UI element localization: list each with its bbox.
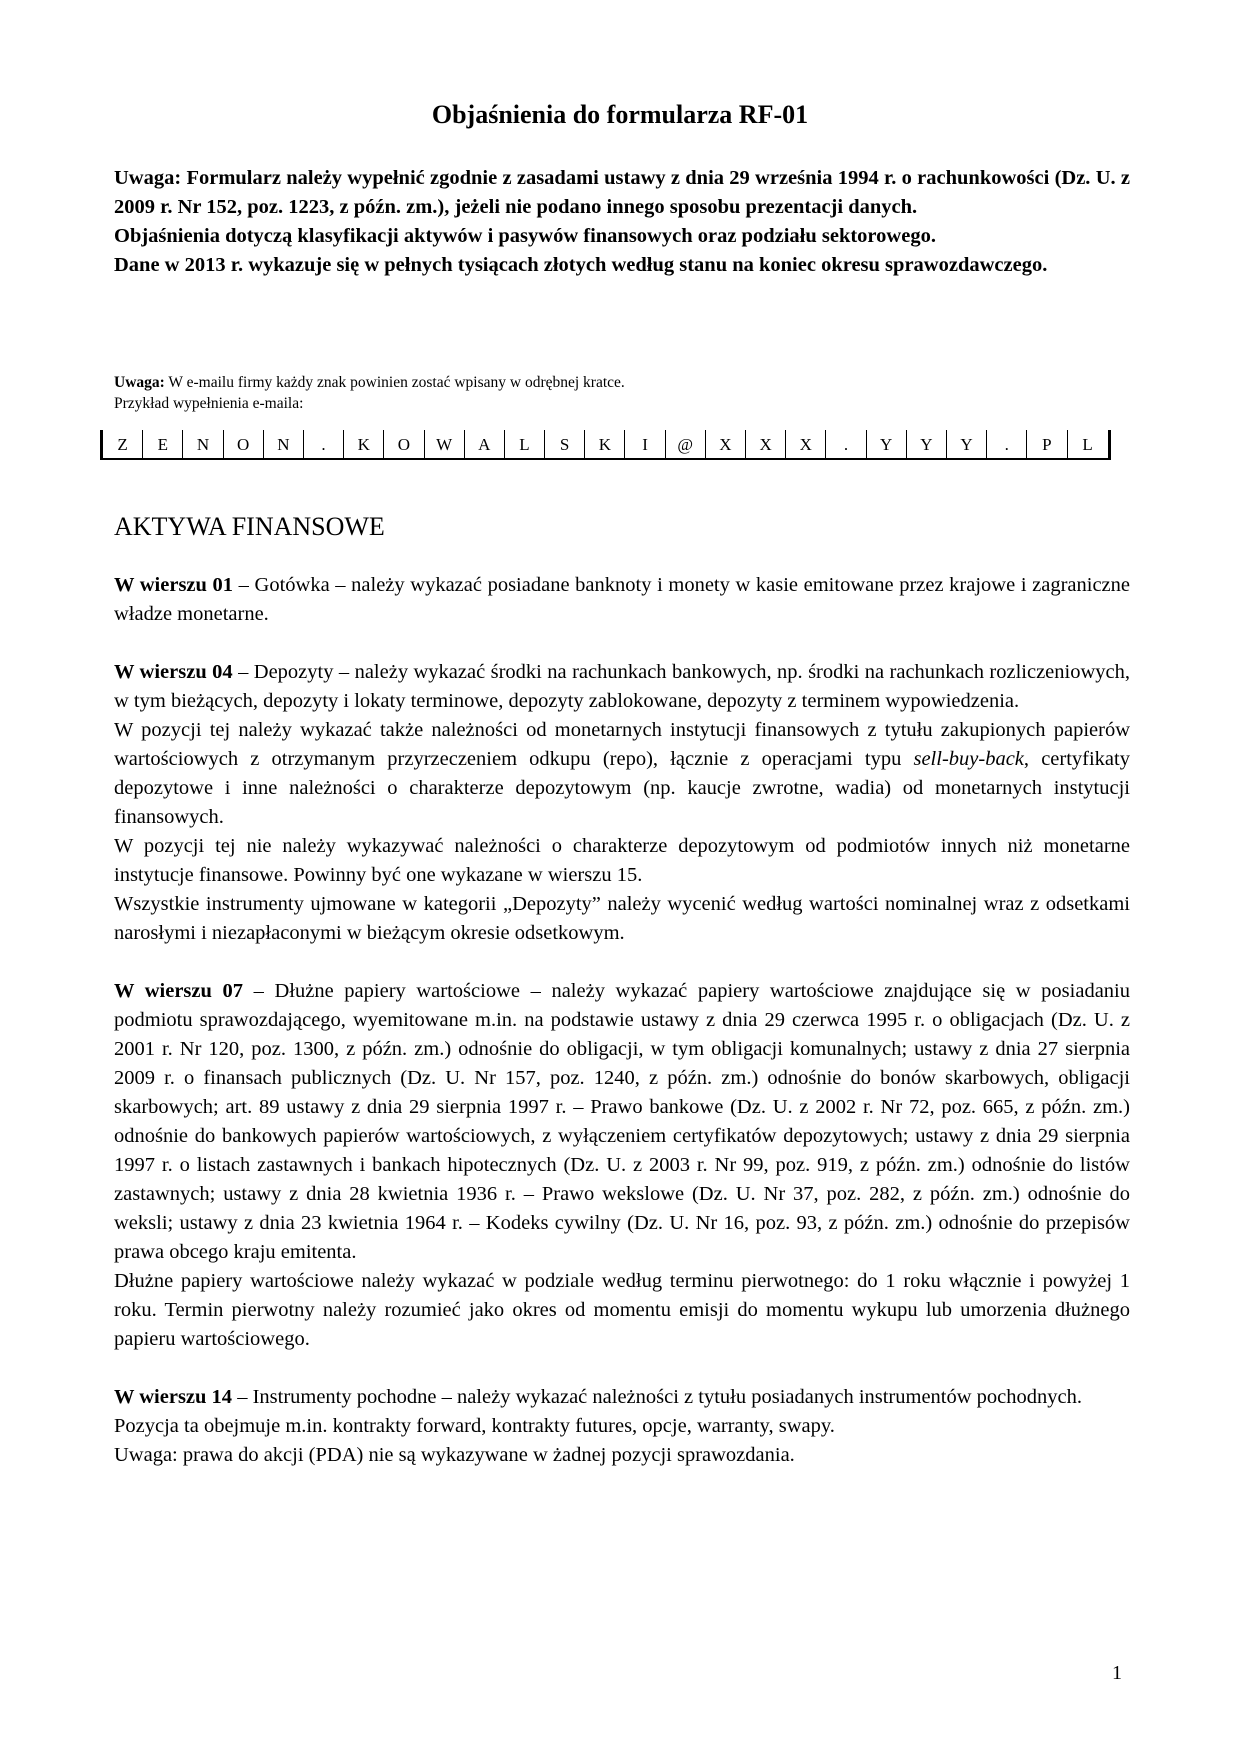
section-heading: AKTYWA FINANSOWE xyxy=(114,512,385,541)
row-07-paragraph xyxy=(114,977,1130,1267)
section-body xyxy=(114,571,1130,1470)
notice-paragraph-3: Dane w 2013 r. wykazuje się w pełnych tysiącach złotych według stanu na koniec okresu sprawozdawczego. xyxy=(114,254,1048,276)
paragraph-gap xyxy=(114,629,1130,658)
email-char-box: W xyxy=(425,430,465,460)
email-example-label: Przykład wypełnienia e-maila: xyxy=(114,395,304,412)
email-char-box: S xyxy=(545,430,585,460)
email-char-box: N xyxy=(183,430,223,460)
email-char-box: N xyxy=(264,430,304,460)
email-char-box: I xyxy=(625,430,665,460)
email-note-text: W e-mailu firmy każdy znak powinien zostać wpisany w odrębnej kratce. xyxy=(164,374,625,391)
row-04-p2-post: , certyfikaty depozytowe i inne należności o charakterze depozytowym (np. kaucje zwrotne, wadia) od monetarnych instytucji finansowych. xyxy=(114,748,1130,828)
paragraph-gap xyxy=(114,948,1130,977)
row-04-paragraph-3: W pozycji tej nie należy wykazywać należności o charakterze depozytowym od podmiotów innych niż monetarne instytucje finansowe. Powinny być one wykazane w wierszu 15. xyxy=(114,835,1130,886)
row-01-paragraph xyxy=(114,571,1130,629)
row-07-paragraph-2: Dłużne papiery wartościowe należy wykazać w podziale według terminu pierwotnego: do 1 roku włącznie i powyżej 1 roku. Termin pierwotny należy rozumieć jako okres od momentu emisji do momentu wykupu lub umorzenia dłużnego papieru wartościowego. xyxy=(114,1270,1130,1350)
email-char-box: L xyxy=(505,430,545,460)
email-char-box: X xyxy=(786,430,826,460)
row-07-label: W wierszu 07 xyxy=(114,980,244,1002)
email-char-box: A xyxy=(465,430,505,460)
email-char-box: Y xyxy=(867,430,907,460)
row-14-paragraph-2: Pozycja ta obejmuje m.in. kontrakty forward, kontrakty futures, opcje, warranty, swapy. xyxy=(114,1415,835,1437)
email-note xyxy=(114,372,625,414)
email-char-box: O xyxy=(384,430,424,460)
row-04-paragraph-2 xyxy=(114,716,1130,832)
row-04-paragraph-4: Wszystkie instrumenty ujmowane w kategorii „Depozyty” należy wycenić według wartości nominalnej wraz z odsetkami narosłymi i niezapłaconymi w bieżącym okresie odsetkowym. xyxy=(114,893,1130,944)
row-04-p2-italic: sell-buy-back xyxy=(913,748,1024,770)
row-04-text: – Depozyty – należy wykazać środki na rachunkach bankowych, np. środki na rachunkach rozliczeniowych, w tym bieżących, depozyty i lokaty terminowe, depozyty zablokowane, depozyty z terminem wypowiedzenia. xyxy=(114,661,1131,712)
row-14-text: – Instrumenty pochodne – należy wykazać należności z tytułu posiadanych instrumentów pochodnych. xyxy=(232,1386,1083,1408)
notice-paragraph-1: Uwaga: Formularz należy wypełnić zgodnie z zasadami ustawy z dnia 29 września 1994 r. o rachunkowości (Dz. U. z 2009 r. Nr 152, poz. 1223, z późn. zm.), jeżeli nie podano innego sposobu prezentacji danych. xyxy=(114,167,1130,218)
page-title: Objaśnienia do formularza RF-01 xyxy=(431,100,809,129)
email-note-line xyxy=(114,372,625,393)
email-char-box: . xyxy=(987,430,1027,460)
email-char-box: L xyxy=(1068,430,1108,460)
email-char-box: @ xyxy=(666,430,706,460)
email-char-box: X xyxy=(706,430,746,460)
email-char-box: Z xyxy=(103,430,143,460)
notice-paragraph-2: Objaśnienia dotyczą klasyfikacji aktywów i pasywów finansowych oraz podziału sektorowego. xyxy=(114,225,936,247)
page-number: 1 xyxy=(1112,1662,1122,1684)
row-04-paragraph xyxy=(114,658,1130,716)
notice-block xyxy=(114,164,1130,280)
row-04-p2-pre: W pozycji tej należy wykazać także należności od monetarnych instytucji finansowych z tytułu zakupionych papierów wartościowych z otrzymanym przyrzeczeniem odkupu (repo), łącznie z operacjami typu xyxy=(114,719,1130,770)
row-04-label: W wierszu 04 xyxy=(114,661,233,683)
email-char-box: K xyxy=(344,430,384,460)
email-char-box: Y xyxy=(907,430,947,460)
email-note-label: Uwaga: xyxy=(114,374,165,391)
email-char-box: E xyxy=(143,430,183,460)
row-01-label: W wierszu 01 xyxy=(114,574,234,596)
email-char-box: . xyxy=(826,430,866,460)
email-char-box: . xyxy=(304,430,344,460)
email-example-boxes xyxy=(100,430,1111,460)
email-char-box: X xyxy=(746,430,786,460)
email-char-box: O xyxy=(224,430,264,460)
email-char-box: K xyxy=(585,430,625,460)
row-14-label: W wierszu 14 xyxy=(114,1386,233,1408)
row-14-paragraph xyxy=(114,1383,1130,1412)
row-07-text: – Dłużne papiery wartościowe – należy wykazać papiery wartościowe znajdujące się w posiadaniu podmiotu sprawozdającego, wyemitowane m.in. na podstawie ustawy z dnia 29 czerwca 1995 r. o obligacjach (Dz. U. z 2001 r. Nr 120, poz. 1300, z późn. zm.) odnośnie do obligacji, w tym obligacji komunalnych; ustawy z dnia 27 sierpnia 2009 r. o finansach publicznych (Dz. U. Nr 157, poz. 1240, z późn. zm.) odnośnie do bonów skarbowych, obligacji skarbowych; art. 89 ustawy z dnia 29 sierpnia 1997 r. – Prawo bankowe (Dz. U. z 2002 r. Nr 72, poz. 665, z późn. zm.) odnośnie do bankowych papierów wartościowych, z wyłączeniem certyfikatów depozytowych; ustawy z dnia 29 sierpnia 1997 r. o listach zastawnych i bankach hipotecznych (Dz. U. z 2003 r. Nr 99, poz. 919, z późn. zm.) odnośnie do listów zastawnych; ustawy z dnia 28 kwietnia 1936 r. – Prawo wekslowe (Dz. U. Nr 37, poz. 282, z późn. zm.) odnośnie do weksli; ustawy z dnia 23 kwietnia 1964 r. – Kodeks cywilny (Dz. U. Nr 16, poz. 93, z późn. zm.) odnośnie do przepisów prawa obcego kraju emitenta. xyxy=(114,980,1131,1263)
paragraph-gap xyxy=(114,1354,1130,1383)
row-01-text: – Gotówka – należy wykazać posiadane banknoty i monety w kasie emitowane przez krajowe i zagraniczne władze monetarne. xyxy=(114,574,1130,625)
row-14-paragraph-3: Uwaga: prawa do akcji (PDA) nie są wykazywane w żadnej pozycji sprawozdania. xyxy=(114,1444,795,1466)
email-char-box: Y xyxy=(947,430,987,460)
email-char-box: P xyxy=(1027,430,1067,460)
